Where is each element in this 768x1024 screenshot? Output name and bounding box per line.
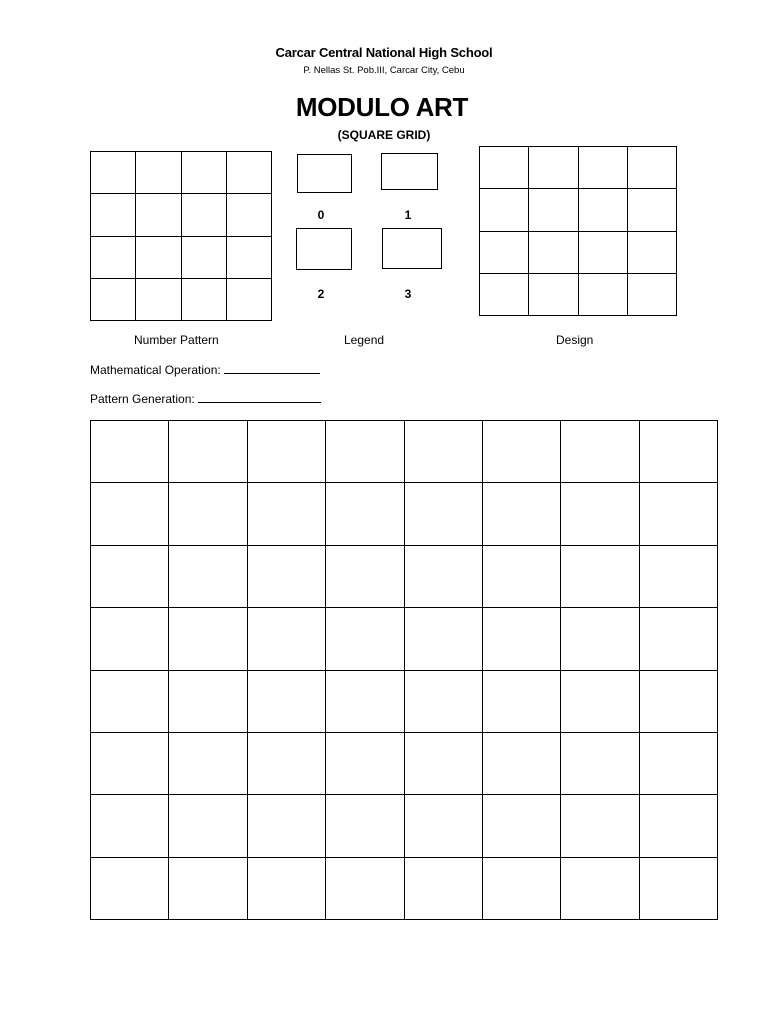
work-grid-cell[interactable] <box>639 795 717 857</box>
work-grid-cell[interactable] <box>482 857 560 919</box>
work-grid-cell[interactable] <box>482 483 560 545</box>
work-grid-cell[interactable] <box>404 795 482 857</box>
design-grid-cell[interactable] <box>529 231 578 273</box>
design-caption: Design <box>556 333 594 347</box>
work-grid-cell[interactable] <box>639 483 717 545</box>
work-grid-cell[interactable] <box>326 795 404 857</box>
mathematical-operation-label: Mathematical Operation: <box>90 363 221 377</box>
design-grid-cell[interactable] <box>480 231 529 273</box>
work-grid-row <box>91 670 718 732</box>
work-grid-cell[interactable] <box>561 545 639 607</box>
work-grid-cell[interactable] <box>326 732 404 794</box>
work-grid-cell[interactable] <box>561 670 639 732</box>
work-grid-cell[interactable] <box>404 545 482 607</box>
design-grid-cell[interactable] <box>627 189 676 231</box>
pattern-generation-blank[interactable] <box>198 391 321 403</box>
number-pattern-grid-cell[interactable] <box>226 152 271 194</box>
design-grid-cell[interactable] <box>480 147 529 189</box>
number-pattern-grid-cell[interactable] <box>181 152 226 194</box>
number-pattern-grid-cell[interactable] <box>181 278 226 320</box>
work-grid-cell[interactable] <box>404 732 482 794</box>
school-name: Carcar Central National High School <box>275 45 493 60</box>
work-grid-cell[interactable] <box>91 857 169 919</box>
design-grid-row <box>480 189 677 231</box>
work-grid-cell[interactable] <box>91 795 169 857</box>
school-address: P. Nellas St. Pob.III, Carcar City, Cebu <box>303 65 465 76</box>
legend-label-3: 3 <box>404 287 412 301</box>
number-pattern-grid-row <box>91 194 272 236</box>
number-pattern-grid-row <box>91 278 272 320</box>
work-grid-cell[interactable] <box>247 732 325 794</box>
work-grid-cell[interactable] <box>247 421 325 483</box>
design-grid <box>479 146 677 316</box>
mathematical-operation-field <box>90 362 320 377</box>
number-pattern-grid-row <box>91 152 272 194</box>
work-grid-cell[interactable] <box>561 608 639 670</box>
number-pattern-grid-cell[interactable] <box>91 194 136 236</box>
work-grid-cell[interactable] <box>639 857 717 919</box>
work-grid-row <box>91 545 718 607</box>
design-grid-cell[interactable] <box>578 147 627 189</box>
design-grid-cell[interactable] <box>529 273 578 315</box>
number-pattern-grid-cell[interactable] <box>136 152 181 194</box>
work-grid-cell[interactable] <box>639 732 717 794</box>
mathematical-operation-blank[interactable] <box>224 362 320 374</box>
work-grid-cell[interactable] <box>247 483 325 545</box>
design-grid-cell[interactable] <box>627 231 676 273</box>
legend-box-3 <box>382 228 442 269</box>
work-grid-cell[interactable] <box>326 857 404 919</box>
work-grid-cell[interactable] <box>247 795 325 857</box>
work-grid-row <box>91 421 718 483</box>
work-grid-cell[interactable] <box>326 483 404 545</box>
number-pattern-grid-cell[interactable] <box>91 236 136 278</box>
work-grid-cell[interactable] <box>91 483 169 545</box>
design-grid-cell[interactable] <box>578 189 627 231</box>
work-grid-cell[interactable] <box>169 732 247 794</box>
work-grid-cell[interactable] <box>482 795 560 857</box>
work-grid-cell[interactable] <box>326 421 404 483</box>
work-grid-cell[interactable] <box>91 608 169 670</box>
work-grid-cell[interactable] <box>639 608 717 670</box>
work-grid-cell[interactable] <box>169 483 247 545</box>
work-grid-row <box>91 795 718 857</box>
work-grid-cell[interactable] <box>91 421 169 483</box>
number-pattern-caption: Number Pattern <box>134 333 219 347</box>
design-grid-cell[interactable] <box>529 147 578 189</box>
number-pattern-grid-cell[interactable] <box>226 194 271 236</box>
number-pattern-grid-cell[interactable] <box>91 278 136 320</box>
work-grid-cell[interactable] <box>404 421 482 483</box>
design-grid-cell[interactable] <box>529 189 578 231</box>
work-grid-cell[interactable] <box>169 545 247 607</box>
legend-label-0: 0 <box>317 208 325 222</box>
page-subtitle: (SQUARE GRID) <box>337 128 431 142</box>
design-grid-cell[interactable] <box>578 231 627 273</box>
legend-box-2 <box>296 228 352 270</box>
work-grid <box>90 420 718 920</box>
work-grid-cell[interactable] <box>326 545 404 607</box>
design-grid-cell[interactable] <box>578 273 627 315</box>
number-pattern-grid-cell[interactable] <box>136 194 181 236</box>
work-grid-cell[interactable] <box>91 545 169 607</box>
work-grid-cell[interactable] <box>169 608 247 670</box>
work-grid-cell[interactable] <box>482 608 560 670</box>
work-grid-cell[interactable] <box>91 732 169 794</box>
work-grid-row <box>91 608 718 670</box>
work-grid-cell[interactable] <box>561 732 639 794</box>
work-grid-cell[interactable] <box>91 670 169 732</box>
design-grid-row <box>480 147 677 189</box>
number-pattern-grid-cell[interactable] <box>181 236 226 278</box>
work-grid-cell[interactable] <box>326 670 404 732</box>
work-grid-cell[interactable] <box>247 857 325 919</box>
work-grid-cell[interactable] <box>561 483 639 545</box>
number-pattern-grid-row <box>91 236 272 278</box>
work-grid-row <box>91 483 718 545</box>
legend-box-0 <box>297 154 352 193</box>
work-grid-cell[interactable] <box>326 608 404 670</box>
work-grid-cell[interactable] <box>169 795 247 857</box>
work-grid-cell[interactable] <box>639 670 717 732</box>
number-pattern-grid-cell[interactable] <box>91 152 136 194</box>
design-grid-row <box>480 231 677 273</box>
work-grid-cell[interactable] <box>169 857 247 919</box>
design-grid-row <box>480 273 677 315</box>
legend-label-1: 1 <box>404 208 412 222</box>
pattern-generation-label: Pattern Generation: <box>90 392 195 406</box>
design-grid-cell[interactable] <box>627 273 676 315</box>
work-grid-cell[interactable] <box>482 732 560 794</box>
work-grid-cell[interactable] <box>169 421 247 483</box>
design-grid-cell[interactable] <box>480 189 529 231</box>
design-grid-cell[interactable] <box>480 273 529 315</box>
work-grid-cell[interactable] <box>482 421 560 483</box>
work-grid-cell[interactable] <box>561 421 639 483</box>
work-grid-cell[interactable] <box>639 545 717 607</box>
number-pattern-grid <box>90 151 272 321</box>
number-pattern-grid-cell[interactable] <box>226 236 271 278</box>
number-pattern-grid-cell[interactable] <box>136 278 181 320</box>
work-grid-cell[interactable] <box>561 795 639 857</box>
work-grid-cell[interactable] <box>247 670 325 732</box>
work-grid-cell[interactable] <box>169 670 247 732</box>
work-grid-cell[interactable] <box>404 483 482 545</box>
work-grid-cell[interactable] <box>561 857 639 919</box>
work-grid-row <box>91 732 718 794</box>
number-pattern-grid-cell[interactable] <box>181 194 226 236</box>
design-grid-cell[interactable] <box>627 147 676 189</box>
legend-label-2: 2 <box>317 287 325 301</box>
number-pattern-grid-cell[interactable] <box>226 278 271 320</box>
work-grid-cell[interactable] <box>404 857 482 919</box>
work-grid-cell[interactable] <box>482 545 560 607</box>
work-grid-cell[interactable] <box>639 421 717 483</box>
work-grid-row <box>91 857 718 919</box>
work-grid-cell[interactable] <box>247 545 325 607</box>
number-pattern-grid-cell[interactable] <box>136 236 181 278</box>
legend-box-1 <box>381 153 438 190</box>
work-grid-cell[interactable] <box>404 670 482 732</box>
pattern-generation-field <box>90 391 321 406</box>
work-grid-cell[interactable] <box>482 670 560 732</box>
work-grid-cell[interactable] <box>247 608 325 670</box>
work-grid-cell[interactable] <box>404 608 482 670</box>
legend-caption: Legend <box>344 333 385 347</box>
page-title: MODULO ART <box>295 92 469 122</box>
